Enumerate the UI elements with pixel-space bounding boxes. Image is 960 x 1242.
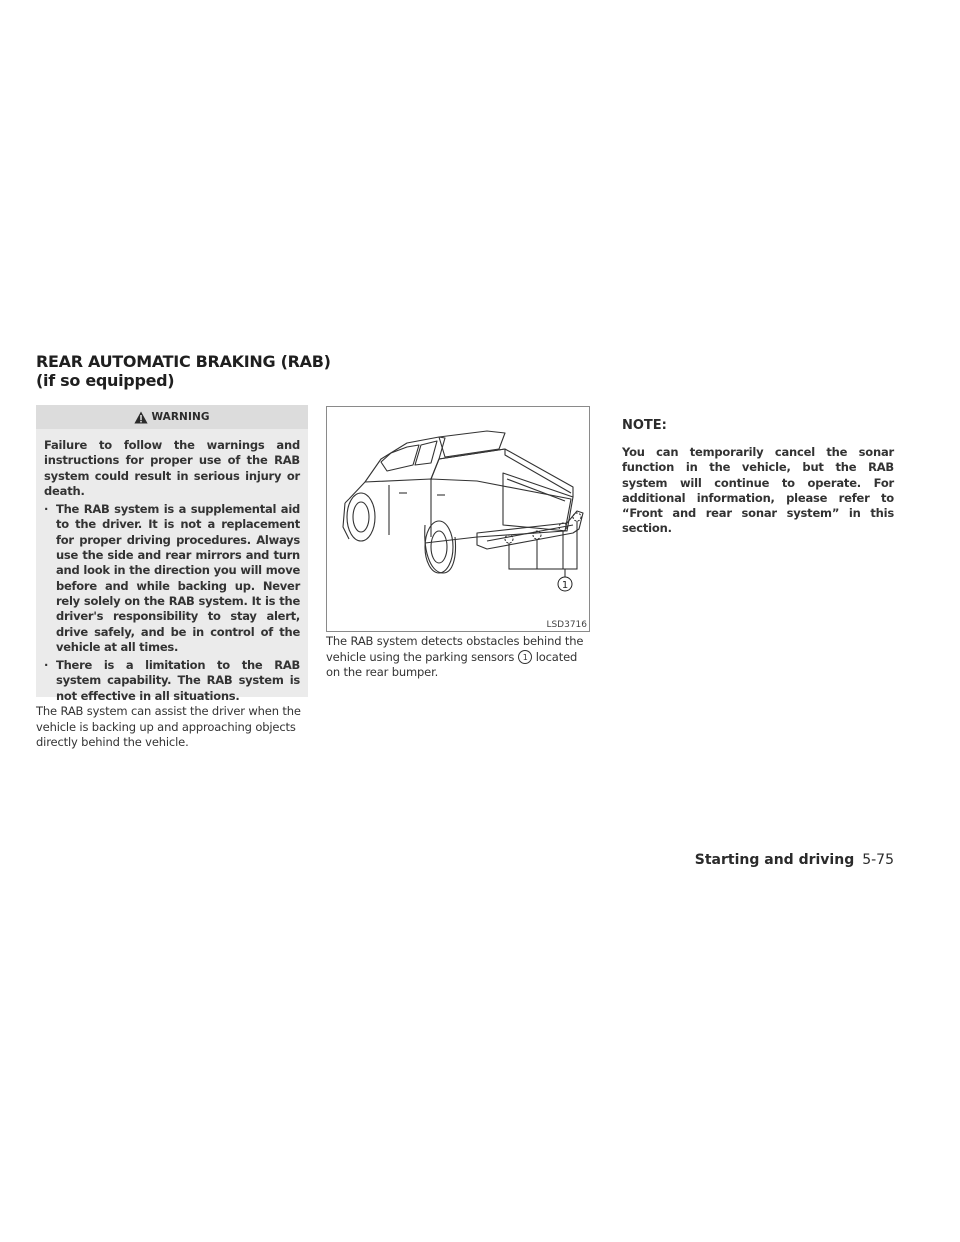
pickup-truck-illustration <box>327 407 589 631</box>
page-number: 5-75 <box>862 852 894 868</box>
warning-bullet: · The RAB system is a supplemental aid to the driver. It is not a replacement for proper driving procedures. Always use the side and rear mirrors and turn and look in the direction you will move before and while backing up. Never rely solely on the RAB system. It is the driver's responsibility to stay alert, drive safely, and be in control of the vehicle at all times. <box>44 502 300 654</box>
note-heading: NOTE: <box>622 418 667 433</box>
warning-header <box>36 405 308 429</box>
warning-heading: WARNING <box>151 411 210 423</box>
bullet-dot: · <box>44 658 49 673</box>
figure-code: LSD3716 <box>546 620 587 630</box>
rab-description: The RAB system can assist the driver when the vehicle is backing up and approaching objects directly behind the vehicle. <box>36 704 301 749</box>
chapter-title: Starting and driving <box>694 852 855 868</box>
figure-callout: 1 <box>561 580 569 591</box>
warning-intro: Failure to follow the warnings and instructions for proper use of the RAB system could result in serious injury or death. <box>44 438 300 498</box>
section-title: REAR AUTOMATIC BRAKING (RAB) (if so equipped) <box>36 352 331 390</box>
page-footer <box>695 852 894 868</box>
bullet-dot: · <box>44 502 49 517</box>
warning-triangle-icon <box>134 411 148 424</box>
callout-circle: 1 <box>518 650 532 664</box>
sensor-description: The RAB system detects obstacles behind the vehicle using the parking sensors 1 located on the rear bumper. <box>326 634 584 679</box>
note-body: You can temporarily cancel the sonar function in the vehicle, but the RAB system will continue to operate. For additional information, please refer to “Front and rear sonar system” in this section. <box>622 445 894 536</box>
warning-box <box>36 405 308 703</box>
truck-sensor-figure <box>326 406 590 632</box>
warning-bullet: · There is a limitation to the RAB system capability. The RAB system is not effective in all situations. <box>44 658 300 703</box>
